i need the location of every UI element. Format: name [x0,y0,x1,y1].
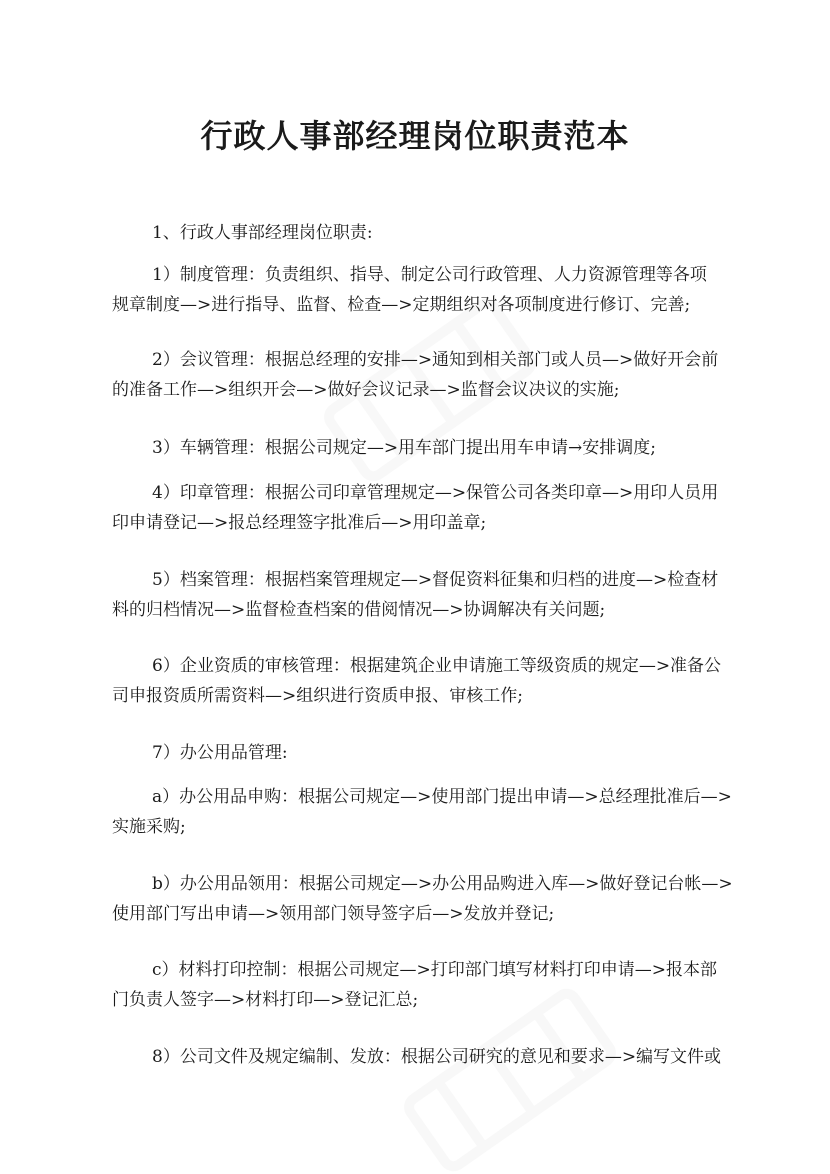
paragraph-line: 3）车辆管理：根据公司规定—>用车部门提出用车申请→安排调度; [152,438,657,458]
paragraph-line: 1）制度管理：负责组织、指导、制定公司行政管理、人力资源管理等各项 [152,265,707,285]
paragraph-line: 印申请登记—>报总经理签字批准后—>用印盖章; [112,513,487,533]
paragraph-line: 料的归档情况—>监督检查档案的借阅情况—>协调解决有关问题; [112,600,606,620]
paragraph-line: a）办公用品申购：根据公司规定—>使用部门提出申请—>总经理批准后—> [152,787,732,807]
paragraph-line: 1、行政人事部经理岗位职责: [152,223,373,243]
paragraph-3 [112,345,719,405]
paragraph-12 [112,1042,722,1072]
paragraph-1 [112,218,712,248]
paragraph-line: 使用部门写出申请—>领用部门领导签字后—>发放并登记; [112,904,555,924]
paragraph-line: 实施采购; [112,817,186,837]
paragraph-line: 8）公司文件及规定编制、发放：根据公司研究的意见和要求—>编写文件或 [152,1047,722,1067]
paragraph-4 [112,433,712,463]
paragraph-6 [112,565,719,625]
paragraph-line: 6）企业资质的审核管理：根据建筑企业申请施工等级资质的规定—>准备公 [152,656,722,676]
paragraph-line: 5）档案管理：根据档案管理规定—>督促资料征集和归档的进度—>检查材 [152,570,719,590]
paragraph-line: 的准备工作—>组织开会—>做好会议记录—>监督会议决议的实施; [112,380,620,400]
paragraph-line: c）材料打印控制：根据公司规定—>打印部门填写材料打印申请—>报本部 [152,960,718,980]
paragraph-line: 7）办公用品管理: [152,743,288,763]
paragraph-line: 门负责人签字—>材料打印—>登记汇总; [112,990,419,1010]
paragraph-line: 司申报资质所需资料—>组织进行资质申报、审核工作; [112,686,523,706]
page-title: 行政人事部经理岗位职责范本 [200,117,630,155]
paragraph-line: b）办公用品领用：根据公司规定—>办公用品购进入库—>做好登记台帐—> [152,874,733,894]
paragraph-9 [112,782,732,842]
paragraph-line: 2）会议管理：根据总经理的安排—>通知到相关部门或人员—>做好开会前 [152,350,719,370]
paragraph-11 [112,955,718,1015]
paragraph-line: 规章制度—>进行指导、监督、检查—>定期组织对各项制度进行修订、完善; [112,295,691,315]
paragraph-line: 4）印章管理：根据公司印章管理规定—>保管公司各类印章—>用印人员用 [152,483,719,503]
paragraph-7 [112,651,722,711]
paragraph-8 [112,738,712,768]
paragraph-5 [112,478,719,538]
paragraph-2 [112,260,712,320]
paragraph-10 [112,869,733,929]
